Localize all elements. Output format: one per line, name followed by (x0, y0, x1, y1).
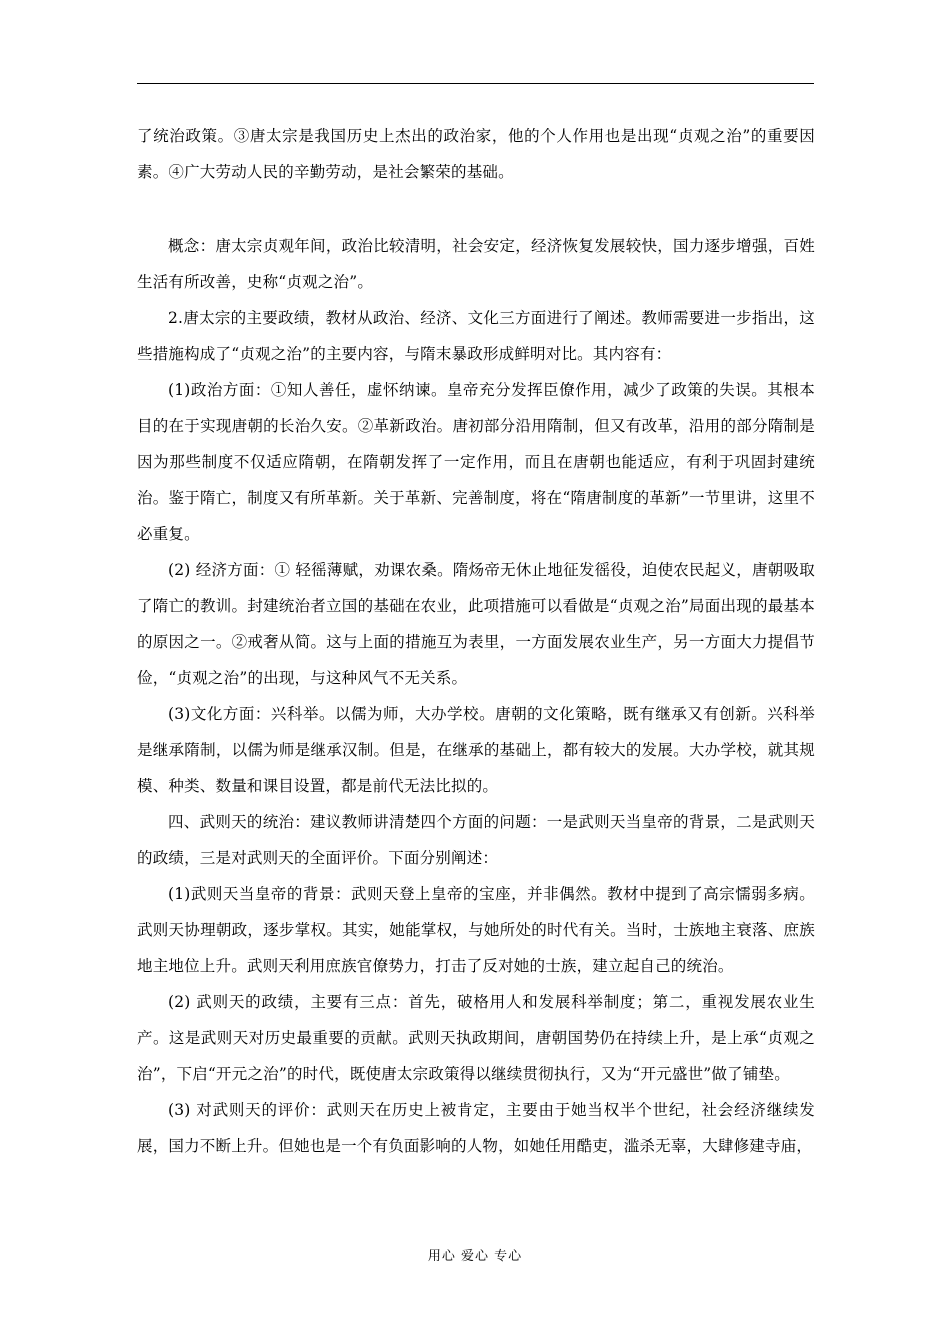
paragraph-politics: (1)政治方面：①知人善任，虚怀纳谏。皇帝充分发挥臣僚作用，减少了政策的失误。其根本目的在于实现唐朝的长治久安。②革新政治。唐初部分沿用隋制，但又有改革，沿用的部分隋制是因为那些制度不仅适应隋朝，在隋朝发挥了一定作用，而且在唐朝也能适应，有利于巩固封建统治。鉴于隋亡，制度又有所革新。关于革新、完善制度，将在“隋唐制度的革新”一节里讲，这里不必重复。 (137, 381, 815, 543)
header-rule (137, 83, 814, 84)
paragraph-wu-zetian-achievements: (2) 武则天的政绩，主要有三点：首先，破格用人和发展科举制度；第二，重视发展农业生产。这是武则天对历史最重要的贡献。武则天执政期间，唐朝国势仍在持续上升，是上承“贞观之治”，下启“开元之治”的时代，既使唐太宗政策得以继续贯彻执行，又为“开元盛世”做了铺垫。 (137, 993, 815, 1083)
paragraph-culture: (3)文化方面：兴科举。以儒为师，大办学校。唐朝的文化策略，既有继承又有创新。兴科举是继承隋制，以儒为师是继承汉制。但是，在继承的基础上，都有较大的发展。大办学校，就其规模、种类、数量和课目设置，都是前代无法比拟的。 (137, 705, 815, 795)
paragraph-tang-taizong-policies: 2.唐太宗的主要政绩，教材从政治、经济、文化三方面进行了阐述。教师需要进一步指出，这些措施构成了“贞观之治”的主要内容，与隋末暴政形成鲜明对比。其内容有： (137, 309, 815, 363)
paragraph-wu-zetian-intro: 四、武则天的统治：建议教师讲清楚四个方面的问题：一是武则天当皇帝的背景，二是武则天的政绩，三是对武则天的全面评价。下面分别阐述： (137, 813, 815, 867)
paragraph-wu-zetian-background: (1)武则天当皇帝的背景：武则天登上皇帝的宝座，并非偶然。教材中提到了高宗懦弱多病。武则天协理朝政，逐步掌权。其实，她能掌权，与她所处的时代有关。当时，士族地主衰落、庶族地主地位上升。武则天利用庶族官僚势力，打击了反对她的士族，建立起自己的统治。 (137, 885, 815, 975)
paragraph-wu-zetian-evaluation: (3) 对武则天的评价：武则天在历史上被肯定，主要由于她当权半个世纪，社会经济继续发展，国力不断上升。但她也是一个有负面影响的人物，如她任用酷吏，滥杀无辜，大肆修建寺庙， (137, 1101, 815, 1155)
paragraph-economy: (2) 经济方面：① 轻徭薄赋，劝课农桑。隋炀帝无休止地征发徭役，迫使农民起义，唐朝吸取了隋亡的教训。封建统治者立国的基础在农业，此项措施可以看做是“贞观之治”局面出现的最基本的原因之一。②戒奢从简。这与上面的措施互为表里，一方面发展农业生产，另一方面大力提倡节俭，“贞观之治”的出现，与这种风气不无关系。 (137, 561, 815, 687)
document-body (137, 118, 815, 1164)
page-footer: 用心 爱心 专心 (427, 1249, 523, 1264)
paragraph-concept: 概念：唐太宗贞观年间，政治比较清明，社会安定，经济恢复发展较快，国力逐步增强，百姓生活有所改善，史称“贞观之治”。 (137, 237, 815, 291)
paragraph-gap (137, 190, 815, 228)
paragraph-continuation: 了统治政策。③唐太宗是我国历史上杰出的政治家，他的个人作用也是出现“贞观之治”的重要因素。④广大劳动人民的辛勤劳动，是社会繁荣的基础。 (137, 127, 815, 181)
